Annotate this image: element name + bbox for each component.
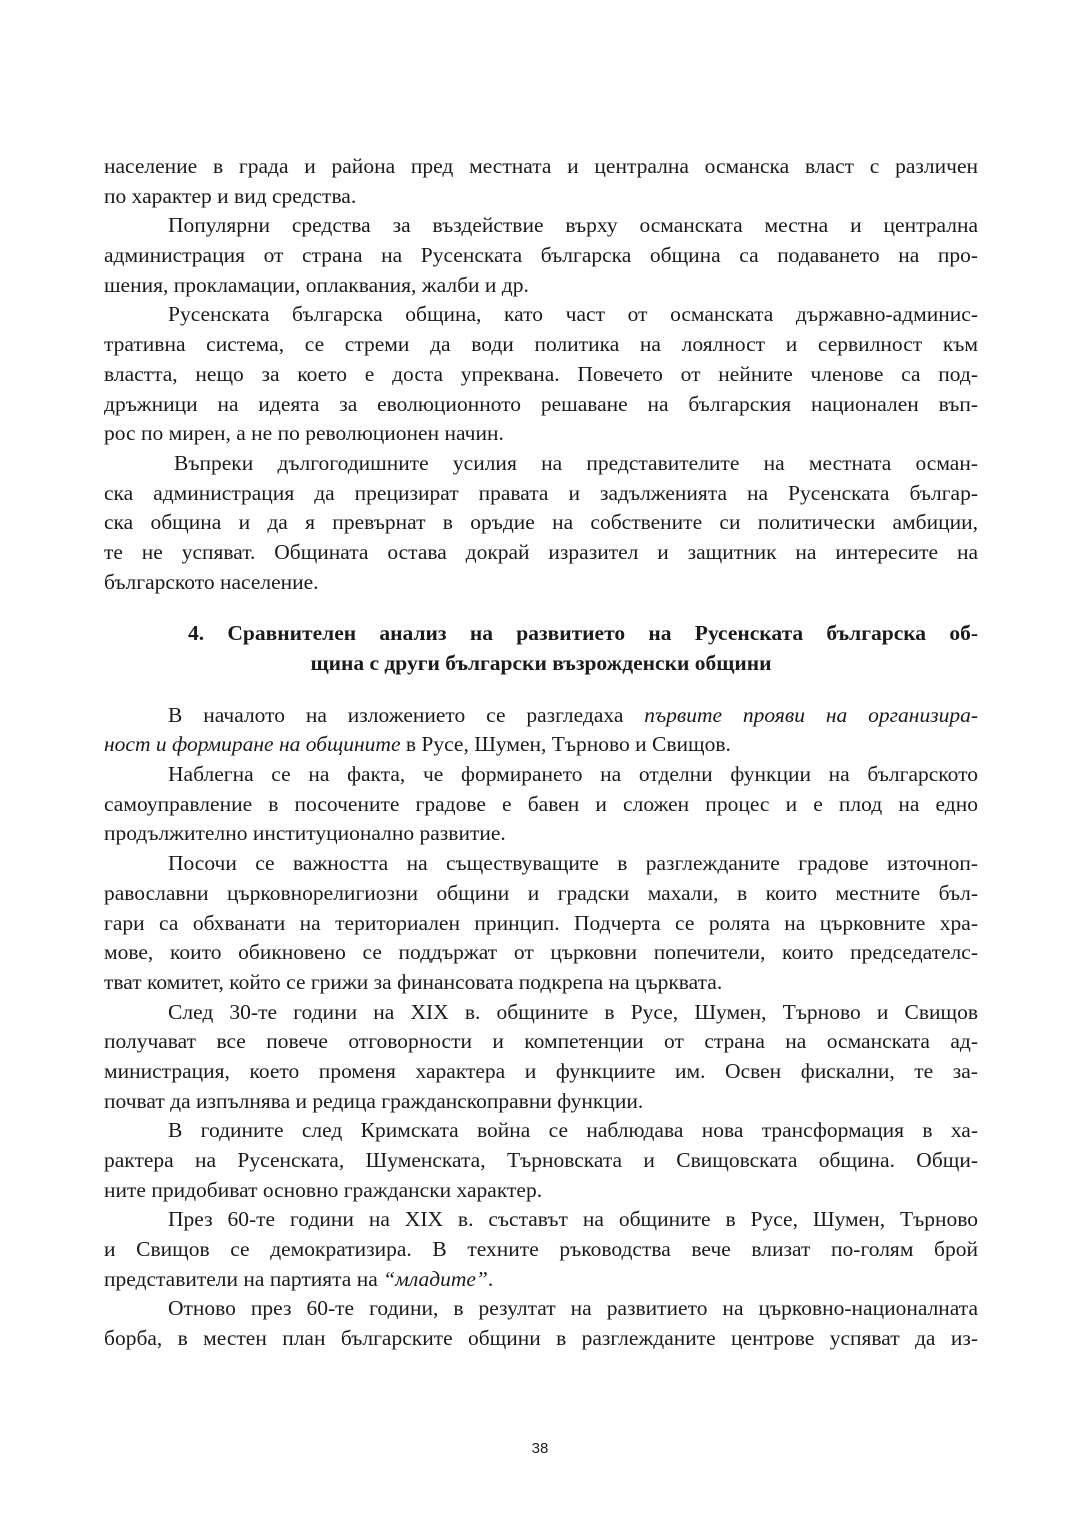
text-line: гари са обхванати на териториален принцип. Подчерта се ролята на църковните хра- <box>104 910 978 935</box>
text-line: Популярни средства за въздействие върху османската местна и централна <box>168 213 978 238</box>
text-line: В годините след Кримската война се наблюдава нова трансформация в ха- <box>168 1118 978 1143</box>
italic-run: ност и формиране на общините <box>104 732 401 757</box>
paragraph-7 <box>104 849 978 997</box>
text-line: ска община и да я превърнат в оръдие на собствените си политически амбиции, <box>104 510 978 535</box>
page-body <box>104 152 978 1354</box>
text-line: ска администрация да прецизират правата и задълженията на Русенската българ- <box>104 480 978 505</box>
text-line: по характер и вид средства. <box>104 183 357 208</box>
text-line: дръжници на идеята за еволюционното решаване на българския национален въп- <box>104 391 978 416</box>
text-line: борба, в местен план българските общини в разглежданите центрове успяват да из- <box>104 1326 978 1351</box>
text-line: равославни църковнорелигиозни общини и градски махали, в които местните бъл- <box>104 880 978 905</box>
text-line: Наблегна се на факта, че формирането на отделни функции на българското <box>168 762 978 787</box>
text-run: В началото на изложението се разгледаха <box>168 702 645 727</box>
text-line: ните придобиват основно граждански характер. <box>104 1177 543 1202</box>
text-line <box>104 1265 978 1295</box>
paragraph-1 <box>104 152 978 211</box>
text-line: и Свищов се демократизира. В техните ръководства вече влизат по-голям брой <box>104 1237 978 1262</box>
text-line: властта, нещо за което е доста упреквана. Повечето от нейните членове са под- <box>104 361 978 386</box>
section-heading-line: 4. Сравнителен анализ на развитието на Русенската българска об- <box>188 621 978 646</box>
text-line: След 30-те години на XIX в. общините в Русе, Шумен, Търново и Свищов <box>168 999 978 1024</box>
text-line: администрация от страна на Русенската българска община са подаването на про- <box>104 243 978 268</box>
text-line: Отново през 60-те години, в резултат на развитието на църковно-националната <box>168 1296 978 1321</box>
italic-run: “младите” <box>383 1266 488 1291</box>
text-line: продължително институционално развитие. <box>104 821 506 846</box>
text-line: Посочи се важността на съществуващите в разглежданите градове източноп- <box>168 851 978 876</box>
text-line: мове, които обикновено се поддържат от църковни попечители, които председателс- <box>104 940 978 965</box>
paragraph-8 <box>104 998 978 1117</box>
paragraph-11 <box>104 1294 978 1353</box>
text-line: рос по мирен, а не по революционен начин. <box>104 421 504 446</box>
text-line: почват да изпълнява и редица гражданскоправни функции. <box>104 1088 644 1113</box>
text-line: Русенската българска община, като част от османската държавно-админис- <box>168 302 978 327</box>
text-line: население в града и района пред местната и централна османска власт с различен <box>104 154 978 178</box>
section-heading-line: щина с други български възрожденски общини <box>310 651 772 676</box>
text-line <box>104 701 978 731</box>
text-line: тват комитет, който се грижи за финансовата подкрепа на църквата. <box>104 969 723 994</box>
paragraph-5 <box>104 701 978 760</box>
text-line: През 60-те години на XIX в. съставът на общините в Русе, Шумен, Търново <box>168 1207 978 1232</box>
paragraph-6 <box>104 760 978 849</box>
section-heading <box>104 619 978 678</box>
paragraph-2 <box>104 211 978 300</box>
text-line: рактера на Русенската, Шуменската, Търновската и Свищовската община. Общи- <box>104 1148 978 1173</box>
paragraph-9 <box>104 1116 978 1205</box>
text-line: те не успяват. Общината остава докрай изразител и защитник на интересите на <box>104 539 978 564</box>
text-line: получават все повече отговорности и компетенции от страна на османската ад- <box>104 1029 978 1054</box>
text-line <box>104 730 978 760</box>
text-run: . <box>487 1266 494 1291</box>
paragraph-3 <box>104 300 978 448</box>
italic-run: първите прояви на организира- <box>644 702 978 727</box>
paragraph-4 <box>104 449 978 597</box>
text-run: в Русе, Шумен, Търново и Свищов. <box>400 732 731 757</box>
text-line: самоуправление в посочените градове е бавен и сложен процес и е плод на едно <box>104 791 978 816</box>
text-line: Въпреки дългогодишните усилия на представителите на местната осман- <box>174 450 978 475</box>
text-line: тративна система, се стреми да води политика на лоялност и сервилност към <box>104 332 978 357</box>
text-run: представители на партията на <box>104 1266 384 1291</box>
page-number: 38 <box>531 1440 549 1457</box>
text-line: българското население. <box>104 569 319 594</box>
text-line: шения, прокламации, оплаквания, жалби и др. <box>104 272 529 297</box>
text-line: министрация, което променя характера и функциите им. Освен фискални, те за- <box>104 1058 978 1083</box>
paragraph-10 <box>104 1205 978 1294</box>
